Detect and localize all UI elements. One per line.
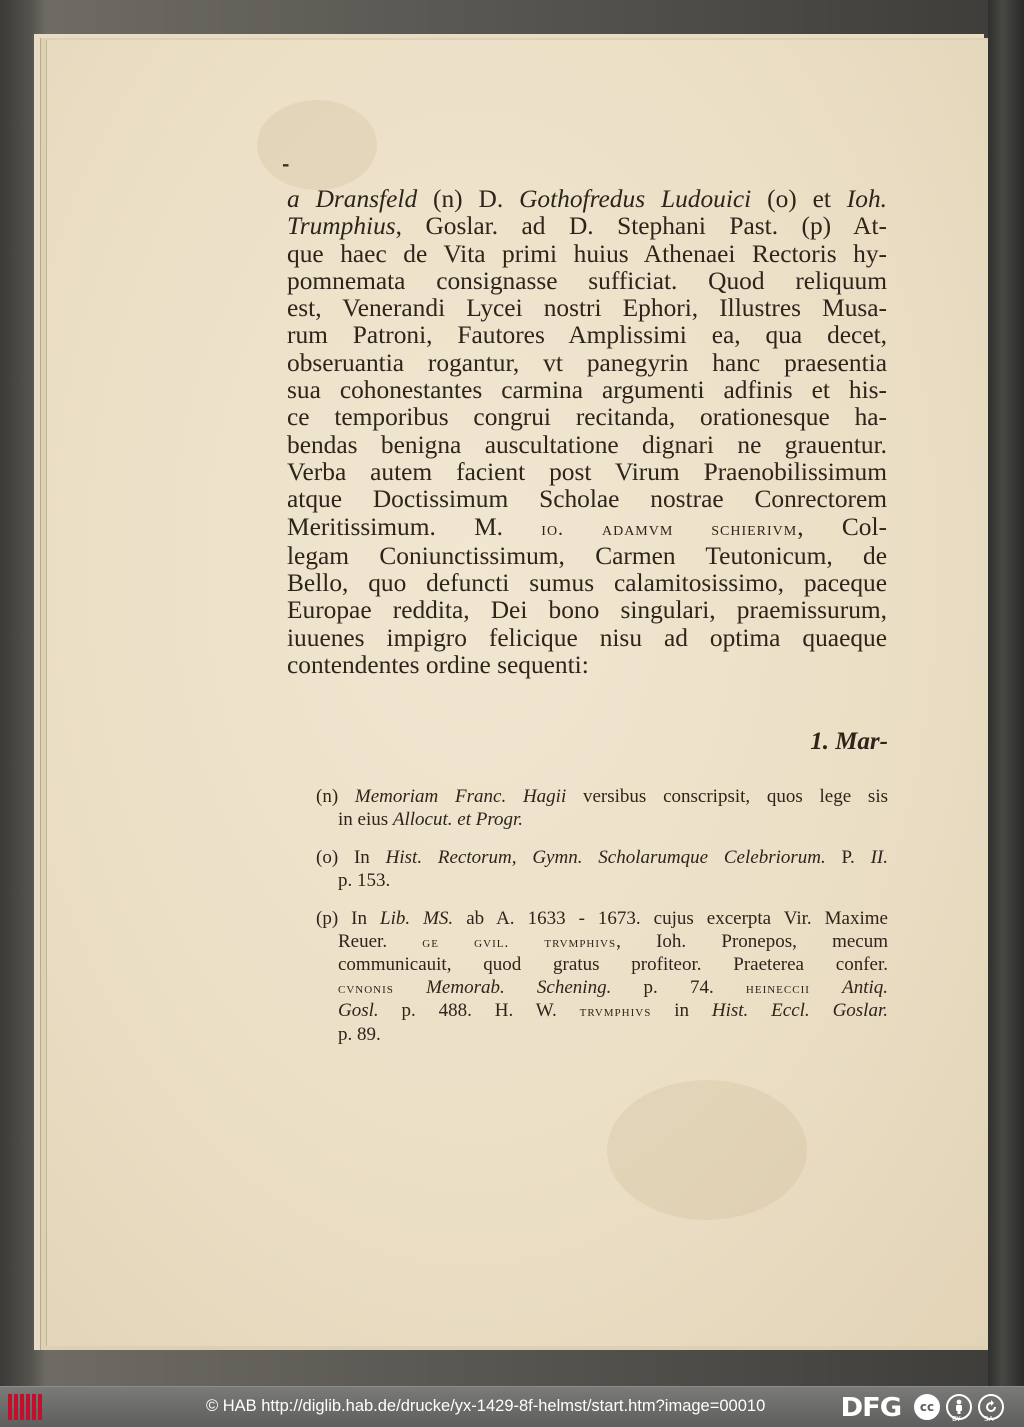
cc-icon: cc (914, 1394, 940, 1420)
body-line: ce temporibus congrui recitanda, orationesque ha- (287, 403, 887, 432)
share-alike-arrow-icon (983, 1399, 999, 1415)
body-line: contendentes ordine sequenti: (287, 651, 589, 680)
body-line: rum Patroni, Fautores Amplissimi ea, qua decet, (287, 321, 887, 350)
footnotes (316, 786, 888, 1062)
body-line: obseruantia rogantur, vt panegyrin hanc praesentia (287, 348, 887, 377)
paper-stain (257, 100, 377, 190)
footnote-line: in eius Allocut. et Progr. (338, 808, 524, 830)
body-line: Europae reddita, Dei bono singulari, praemissurum, (287, 596, 887, 625)
viewer-footer (0, 1386, 1024, 1427)
source-credit-link[interactable]: © HAB http://diglib.hab.de/drucke/yx-1429-8f-helmst/start.htm?image=00010 (206, 1397, 766, 1415)
body-line: legam Coniunctissimum, Carmen Teutonicum, de (287, 541, 887, 570)
footnote-line: communicauit, quod gratus profiteor. Praeterea confer. (338, 954, 888, 975)
footnote-mark: (o) (316, 847, 339, 868)
footnote-line: (n) Memoriam Franc. Hagii versibus conscripsit, quos lege sis (316, 786, 888, 807)
footnote-line: (p) In Lib. MS. ab A. 1633 - 1673. cujus excerpta Vir. Maxime (316, 908, 888, 929)
paper-stain (607, 1080, 807, 1220)
body-line: Verba autem facient post Virum Praenobilissimum (287, 457, 887, 486)
footnote-mark: (p) (316, 908, 339, 929)
footnote (316, 847, 888, 892)
footnote-line: (o) In Hist. Rectorum, Gymn. Scholarumque Celebriorum. P. II. (316, 847, 889, 868)
body-line: est, Venerandi Lycei nostri Ephori, Illustres Musa- (287, 294, 887, 323)
person-icon (952, 1399, 966, 1415)
body-text (287, 186, 887, 679)
footnote-line: p. 153. (338, 869, 391, 891)
body-line: pomnemata consignasse sufficiat. Quod reliquum (287, 266, 887, 295)
body-line: Meritissimum. M. io. adamvm schierivm, Col- (287, 512, 887, 541)
body-line: sua cohonestantes carmina argumenti adfinis et his- (287, 376, 887, 405)
body-line: Bello, quo defuncti sumus calamitosissimo, paceque (287, 569, 887, 598)
footnote-mark: (n) (316, 786, 339, 807)
footnote-line: p. 89. (338, 1023, 381, 1045)
dfg-logo[interactable]: DFG (840, 1393, 902, 1423)
footnote-line: Gosl. p. 488. H. W. trvmphivs in Hist. Eccl. Goslar. (338, 1000, 888, 1021)
book-binding (988, 0, 1024, 1386)
body-line: bendas benigna auscultatione dignari ne grauentur. (287, 430, 887, 459)
footnote-line: Reuer. ge gvil. trvmphivs, Ioh. Pronepos, mecum (338, 930, 888, 952)
hab-logo-icon[interactable] (8, 1394, 42, 1420)
license-badge[interactable] (914, 1393, 1018, 1421)
by-label: BY (952, 1415, 961, 1423)
body-line: atque Doctissimum Scholae nostrae Conrectorem (287, 485, 887, 514)
footnote (316, 786, 888, 831)
signature-mark: - (282, 154, 288, 175)
body-line: Trumphius, Goslar. ad D. Stephani Past. (p) At- (287, 212, 887, 241)
footnote (316, 908, 888, 1046)
footnote-line: cvnonis Memorab. Schening. p. 74. heineccii Antiq. (338, 976, 889, 998)
body-line: iuuenes impigro felicique nisu ad optima quaeque (287, 623, 887, 652)
sa-label: SA (984, 1415, 994, 1423)
catchword: 1. Mar- (810, 728, 888, 755)
body-line: a Dransfeld (n) D. Gothofredus Ludouici (o) et Ioh. (287, 185, 887, 213)
body-line: que haec de Vita primi huius Athenaei Rectoris hy- (287, 239, 887, 268)
